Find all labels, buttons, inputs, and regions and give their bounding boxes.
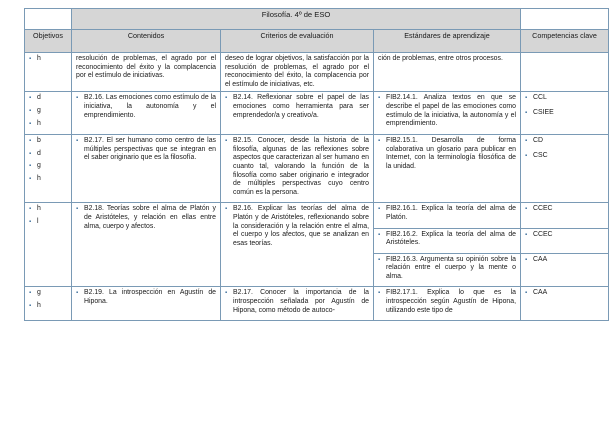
contenido-text: resolución de problemas, el agrado por el reconocimiento del éxito y la complacencia por el estímulo de iniciativas. [76,55,216,80]
objetivos-list [29,289,67,310]
estandar-list [378,205,516,222]
competencia-item: ▪ CCEC [525,231,604,240]
competencias-cell [521,92,609,135]
estandar-item: ▪ FIB2.15.1. Desarrolla de forma colaborativa un glosario para publicar en Internet, con la terminología filosófica de la unidad. [378,137,516,171]
objetivo-item: ▪ h [29,120,67,129]
objetivo-item: ▪ h [29,55,67,64]
criterio-cell [221,53,374,92]
header-criterios: Criterios de evaluación [221,30,374,53]
contenido-item: ▪ B2.18. Teorías sobre el alma de Platón y de Aristóteles, y relación en ellas entre alma, cuerpo y afectos. [76,205,216,231]
header-objetivos: Objetivos [25,30,72,53]
contenido-cell [72,53,221,92]
estandar-cell [374,287,521,321]
contenido-list [76,94,216,120]
competencia-item: ▪ CD [525,137,604,146]
objetivo-item: ▪ b [29,137,67,146]
estandar-item: ▪ FIB2.16.1. Explica la teoría del alma de Platón. [378,205,516,222]
competencia-item: ▪ CAA [525,256,604,265]
contenido-list [76,289,216,306]
estandar-item: ▪ FIB2.16.2. Explica la teoría del alma de Aristóteles. [378,231,516,248]
title-row [25,9,609,30]
criterio-item: ▪ B2.14. Reflexionar sobre el papel de las emociones como herramienta para ser emprendedor/a y creativo/a. [225,94,369,120]
criterio-text: deseo de lograr objetivos, la satisfacción por la resolución de problemas, el agrado por el reconocimiento del éxito, la complacencia por el estímulo de iniciativas, etc. [225,55,369,88]
criterio-cell [221,135,374,203]
table-body [25,53,609,321]
curriculum-table [24,8,609,321]
objetivos-cell [25,203,72,287]
contenido-item: ▪ B2.19. La introspección en Agustín de Hipona. [76,289,216,306]
estandar-item: ▪ FIB2.16.3. Argumenta su opinión sobre la relación entre el cuerpo y la mente o alma. [378,256,516,282]
objetivo-item: ▪ g [29,107,67,116]
competencias-cell [521,228,609,253]
objetivos-list [29,205,67,226]
criterio-item: ▪ B2.15. Conocer, desde la historia de la filosofía, algunas de las reflexiones sobre aspectos que caracterizan al ser humano en cuanto tal, valorando la función de la filosofía como saber originario e integrador de múltiples perspectivas cuyo centro común es la persona. [225,137,369,197]
contenido-list [76,205,216,231]
estandar-cell [374,92,521,135]
criterio-list [225,289,369,315]
estandar-cell [374,253,521,287]
contenido-item: ▪ B2.16. Las emociones como estímulo de la iniciativa, la autonomía y el emprendimiento. [76,94,216,120]
competencias-list [525,256,604,265]
estandar-list [378,256,516,282]
estandar-item: ▪ FIB2.14.1. Analiza textos en que se describe el papel de las emociones como estímulo de la iniciativa, la autonomía y el emprendimiento. [378,94,516,128]
contenido-item: ▪ B2.17. El ser humano como centro de las múltiples perspectivas que se integran en el saber originario que es la filosofía. [76,137,216,163]
objetivos-list [29,55,67,64]
table-title: Filosofía. 4º de ESO [72,9,521,30]
title-blank-cell [25,9,72,30]
competencia-item: ▪ CSIEE [525,109,604,118]
objetivos-list [29,94,67,128]
competencia-item: ▪ CCEC [525,205,604,214]
objetivo-item: ▪ g [29,162,67,171]
objetivos-cell [25,135,72,203]
criterio-cell [221,287,374,321]
contenido-cell [72,287,221,321]
header-competencias: Competencias clave [521,30,609,53]
competencias-list [525,137,604,160]
objetivo-item: ▪ l [29,218,67,227]
estandar-cell [374,203,521,228]
contenido-cell [72,135,221,203]
objetivo-item: ▪ h [29,302,67,311]
competencias-cell [521,135,609,203]
table-row [25,203,609,228]
objetivo-item: ▪ h [29,175,67,184]
competencias-cell [521,203,609,228]
criterio-list [225,205,369,248]
objetivos-cell [25,92,72,135]
table-row [25,287,609,321]
table-row [25,135,609,203]
criterio-list [225,137,369,197]
competencias-list [525,289,604,298]
criterio-item: ▪ B2.16. Explicar las teorías del alma de Platón y de Aristóteles, reflexionando sobre la consideración y la relación entre el alma, el cuerpo y los afectos, que se analizan en esas teorías. [225,205,369,248]
table-row [25,53,609,92]
header-contenidos: Contenidos [72,30,221,53]
objetivos-cell [25,287,72,321]
competencia-item: ▪ CAA [525,289,604,298]
competencias-list [525,205,604,214]
objetivos-list [29,137,67,183]
criterio-cell [221,203,374,287]
estandar-cell [374,135,521,203]
objetivo-item: ▪ d [29,150,67,159]
header-row [25,30,609,53]
competencias-list [525,94,604,117]
estandar-list [378,231,516,248]
estandar-list [378,94,516,128]
contenido-list [76,137,216,163]
competencias-cell [521,253,609,287]
criterio-list [225,94,369,120]
competencias-cell [521,287,609,321]
criterio-cell [221,92,374,135]
contenido-cell [72,92,221,135]
objetivo-item: ▪ g [29,289,67,298]
criterio-item: ▪ B2.17. Conocer la importancia de la introspección señalada por Agustín de Hipona, como método de autoco- [225,289,369,315]
contenido-cell [72,203,221,287]
objetivos-cell [25,53,72,92]
competencia-item: ▪ CSC [525,152,604,161]
objetivo-item: ▪ h [29,205,67,214]
estandar-list [378,137,516,171]
objetivo-item: ▪ d [29,94,67,103]
competencias-cell [521,53,609,92]
estandar-cell [374,228,521,253]
table-row [25,92,609,135]
header-estandares: Estándares de aprendizaje [374,30,521,53]
competencias-list [525,231,604,240]
estandar-list [378,289,516,315]
estandar-cell [374,53,521,92]
competencia-item: ▪ CCL [525,94,604,103]
title-blank-cell [521,9,609,30]
estandar-text: ción de problemas, entre otros procesos. [378,55,503,62]
estandar-item: ▪ FIB2.17.1. Explica lo que es la introspección según Agustín de Hipona, utilizando este tipo de [378,289,516,315]
